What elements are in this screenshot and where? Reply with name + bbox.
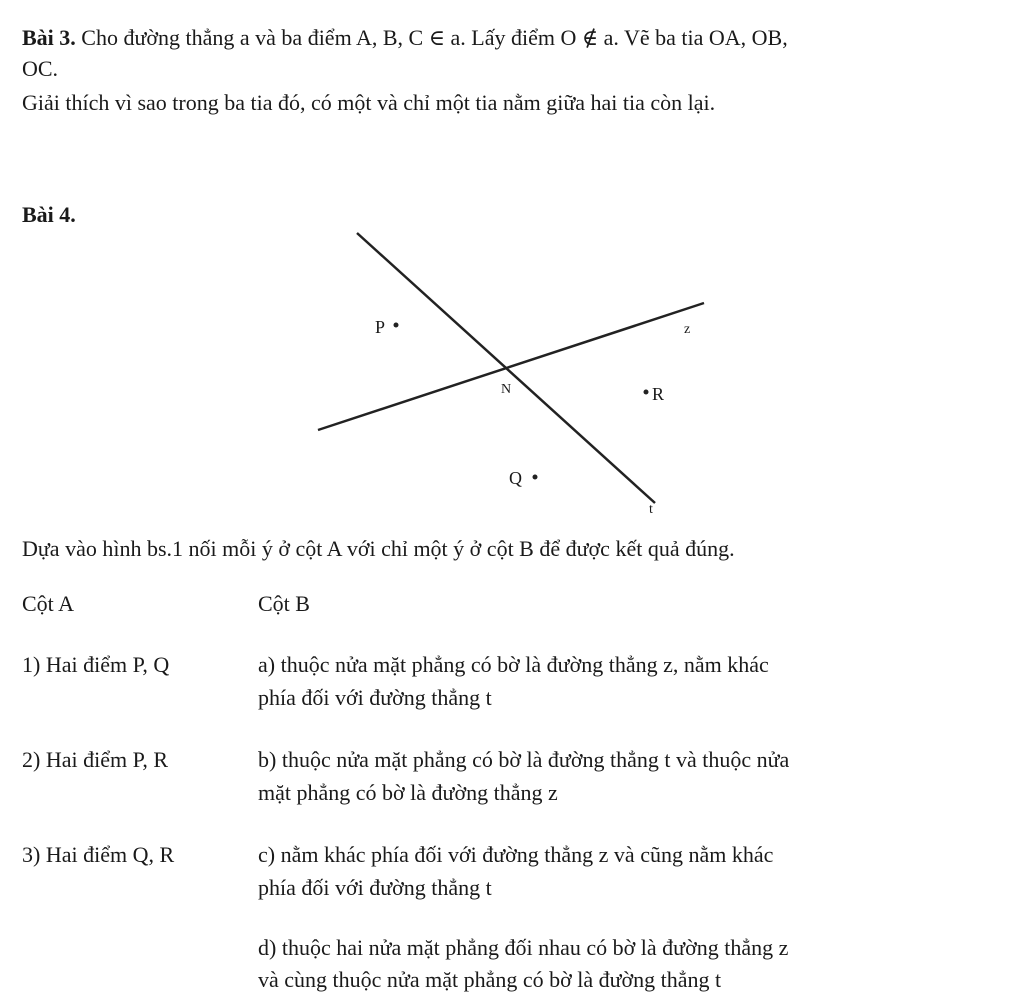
geometry-figure: [300, 225, 730, 520]
col-a-header: Cột A: [22, 591, 74, 616]
col-b-header: Cột B: [258, 591, 310, 616]
col-a-item-2: 2) Hai điểm P, R: [22, 747, 169, 772]
label-z: z: [684, 322, 691, 337]
col-b-item-b-line1: b) thuộc nửa mặt phẳng có bờ là đường thẳng t và thuộc nửa: [258, 747, 790, 772]
col-a-item-3: 3) Hai điểm Q, R: [22, 842, 175, 867]
bai3-line1: [22, 24, 788, 52]
col-b-item-c-line1: c) nằm khác phía đối với đường thẳng z và cũng nằm khác: [258, 842, 774, 867]
bai3-line3: Giải thích vì sao trong ba tia đó, có một và chỉ một tia nằm giữa hai tia còn lại.: [22, 90, 716, 115]
label-p: P: [375, 317, 386, 337]
col-b-item-a-line2: phía đối với đường thẳng t: [258, 685, 492, 710]
col-b-item-a-line1: a) thuộc nửa mặt phẳng có bờ là đường thẳng z, nằm khác: [258, 652, 769, 677]
bai3-line2: OC.: [22, 56, 59, 81]
label-t: t: [649, 502, 653, 517]
point-q-dot: [533, 475, 538, 480]
bai4-heading: Bài 4.: [22, 202, 76, 227]
col-b-item-c-line2: phía đối với đường thẳng t: [258, 875, 492, 900]
label-r: R: [652, 384, 665, 404]
col-b-item-d-line2: và cùng thuộc nửa mặt phẳng có bờ là đường thẳng t: [258, 967, 722, 992]
bai3-heading: Bài 3.: [22, 25, 76, 50]
point-r-dot: [644, 390, 649, 395]
point-p-dot: [394, 323, 399, 328]
col-b-item-b-line2: mặt phẳng có bờ là đường thẳng z: [258, 780, 558, 805]
col-b-item-d-line1: d) thuộc hai nửa mặt phẳng đối nhau có bờ là đường thẳng z: [258, 935, 789, 960]
col-a-item-1: 1) Hai điểm P, Q: [22, 652, 170, 677]
bai3-text-1: Cho đường thẳng a và ba điểm A, B, C ∈ a. Lấy điểm O ∉ a. Vẽ ba tia OA, OB,: [81, 25, 788, 50]
label-q: Q: [509, 468, 522, 488]
label-n: N: [501, 382, 512, 397]
bai4-instruction: Dựa vào hình bs.1 nối mỗi ý ở cột A với chỉ một ý ở cột B để được kết quả đúng.: [22, 536, 735, 561]
